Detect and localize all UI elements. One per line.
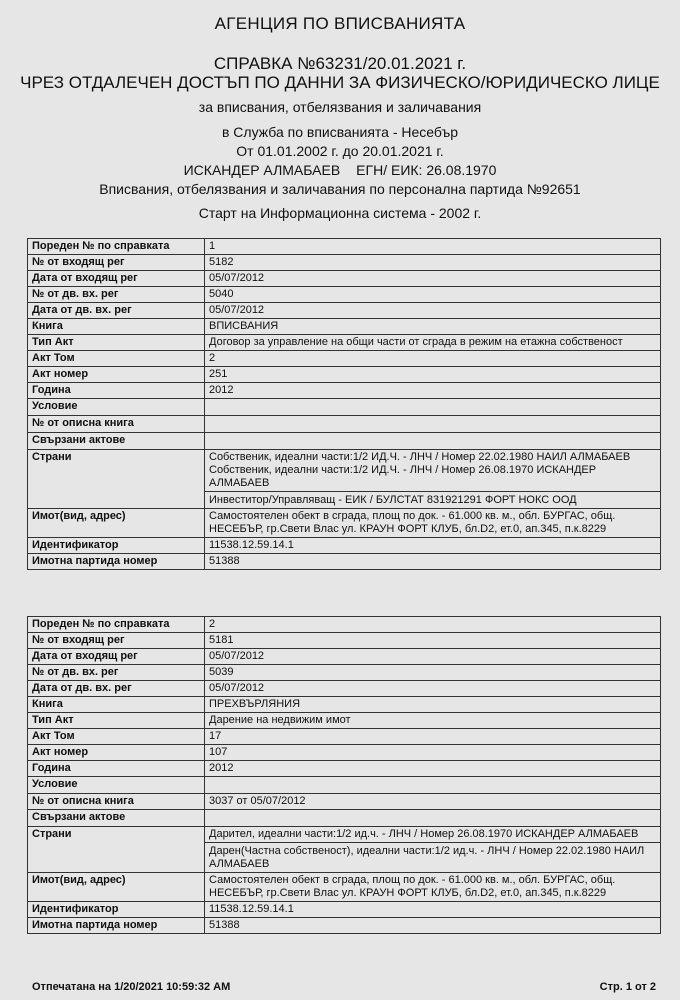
field-label: Условие — [28, 399, 205, 416]
field-value: Самостоятелен обект в сграда, площ по док. - 61.000 кв. м., обл. БУРГАС, общ. НЕСЕБЪР, гр.Свети Влас ул. КРАУН ФОРТ КЛУБ, бл.D2, ет.0, ап.345, п.к.8229 — [205, 509, 661, 538]
field-value: ВПИСВАНИЯ — [205, 319, 661, 335]
table-row — [28, 538, 661, 554]
table-row — [28, 287, 661, 303]
field-label: № от входящ рег — [28, 633, 205, 649]
parties-cell — [205, 450, 661, 509]
table-row — [28, 777, 661, 794]
field-value: 2 — [205, 617, 661, 633]
table-row — [28, 761, 661, 777]
field-label: Тип Акт — [28, 335, 205, 351]
field-value: 51388 — [205, 554, 661, 570]
table-row — [28, 554, 661, 570]
field-value: 5182 — [205, 255, 661, 271]
field-label: Книга — [28, 319, 205, 335]
partida-line: Вписвания, отбелязвания и заличавания по персонална партида №92651 — [99, 181, 581, 197]
field-label: Акт Том — [28, 729, 205, 745]
table-row — [28, 918, 661, 934]
field-label: Страни — [28, 450, 205, 509]
field-label: Пореден № по справката — [28, 239, 205, 255]
field-label: Идентификатор — [28, 902, 205, 918]
period-line: От 01.01.2002 г. до 20.01.2021 г. — [236, 143, 444, 159]
person-id: ЕГН/ ЕИК: 26.08.1970 — [356, 162, 497, 178]
field-label: Идентификатор — [28, 538, 205, 554]
table-row — [28, 649, 661, 665]
table-row — [28, 697, 661, 713]
field-label: № от описна книга — [28, 416, 205, 433]
field-value: 05/07/2012 — [205, 681, 661, 697]
table-row — [28, 827, 661, 873]
field-value — [205, 433, 661, 450]
party-entry: Инвеститор/Управляващ - ЕИК / БУЛСТАТ 831921291 ФОРТ НОКС ООД — [205, 491, 660, 507]
field-label: Дата от входящ рег — [28, 271, 205, 287]
system-start-line: Старт на Информационна система - 2002 г. — [198, 205, 482, 221]
spravka-number: СПРАВКА №63231/20.01.2021 г. — [213, 54, 467, 73]
table-row — [28, 873, 661, 902]
page-footer — [32, 981, 656, 993]
table-row — [28, 450, 661, 509]
field-label: № от описна книга — [28, 794, 205, 810]
field-value — [205, 416, 661, 433]
scope-line: за вписвания, отбелязвания и заличавания — [198, 99, 482, 115]
field-label: Пореден № по справката — [28, 617, 205, 633]
table-row — [28, 303, 661, 319]
field-label: Страни — [28, 827, 205, 873]
table-row — [28, 255, 661, 271]
field-value: 51388 — [205, 918, 661, 934]
table-row — [28, 617, 661, 633]
spravka-subtitle: ЧРЕЗ ОТДАЛЕЧЕН ДОСТЪП ПО ДАННИ ЗА ФИЗИЧЕСКО/ЮРИДИЧЕСКО ЛИЦЕ — [20, 73, 660, 92]
field-value: 2 — [205, 351, 661, 367]
person-name: ИСКАНДЕР АЛМАБАЕВ — [183, 162, 341, 178]
field-label: Книга — [28, 697, 205, 713]
field-value: 11538.12.59.14.1 — [205, 902, 661, 918]
field-value: 107 — [205, 745, 661, 761]
field-label: Имотна партида номер — [28, 554, 205, 570]
table-row — [28, 416, 661, 433]
field-value: 2012 — [205, 383, 661, 399]
party-entry: Собственик, идеални части:1/2 ИД.Ч. - ЛНЧ / Номер 26.08.1970 ИСКАНДЕР АЛМАБАЕВ — [209, 464, 597, 489]
field-label: № от дв. вх. рег — [28, 665, 205, 681]
table-row — [28, 509, 661, 538]
field-value: 3037 от 05/07/2012 — [205, 794, 661, 810]
record-table-2 — [27, 616, 661, 934]
person-line — [0, 161, 680, 180]
field-label: Акт Том — [28, 351, 205, 367]
field-label: Година — [28, 761, 205, 777]
field-value: ПРЕХВЪРЛЯНИЯ — [205, 697, 661, 713]
field-label: Година — [28, 383, 205, 399]
field-label: Тип Акт — [28, 713, 205, 729]
field-label: Дата от дв. вх. рег — [28, 303, 205, 319]
field-value: 251 — [205, 367, 661, 383]
table-row — [28, 367, 661, 383]
table-row — [28, 383, 661, 399]
field-label: Имот(вид, адрес) — [28, 509, 205, 538]
field-label: № от входящ рег — [28, 255, 205, 271]
field-value: 5040 — [205, 287, 661, 303]
agency-title: АГЕНЦИЯ ПО ВПИСВАНИЯТА — [214, 14, 466, 33]
field-label: Условие — [28, 777, 205, 794]
table-row — [28, 665, 661, 681]
field-value — [205, 810, 661, 827]
field-label: Имот(вид, адрес) — [28, 873, 205, 902]
field-label: Свързани актове — [28, 810, 205, 827]
field-value: 05/07/2012 — [205, 271, 661, 287]
field-label: Имотна партида номер — [28, 918, 205, 934]
field-label: Свързани актове — [28, 433, 205, 450]
table-row — [28, 902, 661, 918]
field-value: 5039 — [205, 665, 661, 681]
field-value — [205, 399, 661, 416]
field-value: 17 — [205, 729, 661, 745]
table-row — [28, 399, 661, 416]
field-label: Акт номер — [28, 745, 205, 761]
table-row — [28, 335, 661, 351]
table-row — [28, 319, 661, 335]
table-row — [28, 433, 661, 450]
printed-timestamp: Отпечатана на 1/20/2021 10:59:32 AM — [32, 981, 231, 993]
party-entry: Собственик, идеални части:1/2 ИД.Ч. - ЛНЧ / Номер 22.02.1980 НАИЛ АЛМАБАЕВ — [209, 451, 631, 463]
field-value: 5181 — [205, 633, 661, 649]
field-value: 05/07/2012 — [205, 303, 661, 319]
field-value: 1 — [205, 239, 661, 255]
field-value: 11538.12.59.14.1 — [205, 538, 661, 554]
field-value: Самостоятелен обект в сграда, площ по док. - 61.000 кв. м., обл. БУРГАС, общ. НЕСЕБЪР, гр.Свети Влас ул. КРАУН ФОРТ КЛУБ, бл.D2, ет.0, ап.345, п.к.8229 — [205, 873, 661, 902]
table-row — [28, 239, 661, 255]
field-label: Дата от дв. вх. рег — [28, 681, 205, 697]
table-row — [28, 810, 661, 827]
table-row — [28, 729, 661, 745]
field-label: Акт номер — [28, 367, 205, 383]
table-row — [28, 271, 661, 287]
table-row — [28, 794, 661, 810]
field-value: Дарение на недвижим имот — [205, 713, 661, 729]
table-row — [28, 351, 661, 367]
party-entry: Дарител, идеални части:1/2 ид.ч. - ЛНЧ / Номер 26.08.1970 ИСКАНДЕР АЛМАБАЕВ — [209, 828, 639, 840]
table-row — [28, 745, 661, 761]
office-line: в Служба по вписванията - Несебър — [221, 124, 459, 140]
field-value: 05/07/2012 — [205, 649, 661, 665]
table-row — [28, 633, 661, 649]
document-header — [0, 0, 680, 221]
field-label: № от дв. вх. рег — [28, 287, 205, 303]
page-number: Стр. 1 от 2 — [599, 981, 656, 993]
record-table-1 — [27, 238, 661, 570]
parties-cell — [205, 827, 661, 873]
field-value — [205, 777, 661, 794]
table-row — [28, 713, 661, 729]
field-value: Договор за управление на общи части от сграда в режим на етажна собственост — [205, 335, 661, 351]
table-row — [28, 681, 661, 697]
party-entry: Дарен(Частна собственост), идеални части:1/2 ид.ч. - ЛНЧ / Номер 22.02.1980 НАИЛ АЛМАБАЕВ — [205, 842, 660, 871]
field-label: Дата от входящ рег — [28, 649, 205, 665]
field-value: 2012 — [205, 761, 661, 777]
